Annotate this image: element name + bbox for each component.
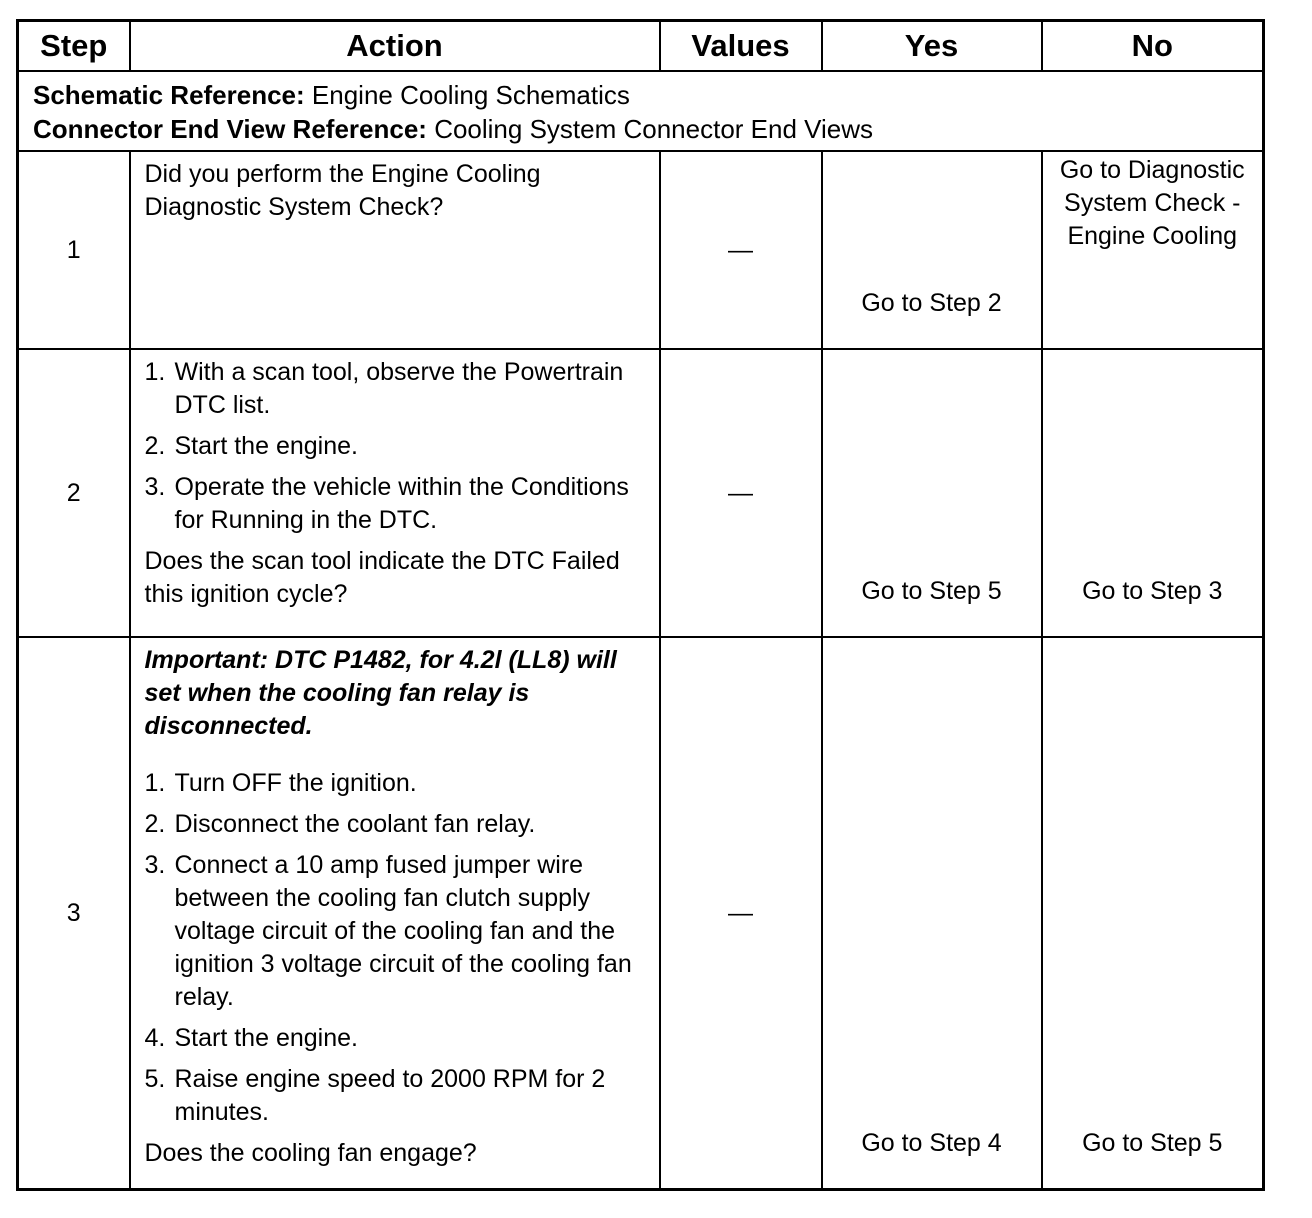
list-item-number: 2.	[144, 810, 166, 838]
list-item-text: Connect a 10 amp fused jumper wire between the cooling fan clutch supply voltage circuit of the cooling fan and the ignition 3 voltage circuit of the cooling fan relay.	[174, 851, 632, 1011]
header-yes: Yes	[822, 21, 1042, 72]
connector-reference-value: Cooling System Connector End Views	[434, 114, 874, 144]
action-list	[145, 356, 645, 537]
no-cell: Go to Diagnostic System Check - Engine Cooling	[1042, 151, 1264, 349]
header-no: No	[1042, 21, 1264, 72]
action-cell	[130, 349, 660, 637]
no-cell: Go to Step 5	[1042, 637, 1264, 1190]
list-item	[145, 1063, 645, 1129]
schematic-reference-value: Engine Cooling Schematics	[311, 80, 630, 110]
action-list	[145, 767, 645, 1129]
step-number: 2	[18, 349, 130, 637]
action-question: Does the cooling fan engage?	[144, 1139, 477, 1167]
list-item-text: Raise engine speed to 2000 RPM for 2 minutes.	[174, 1065, 606, 1126]
step-row-2	[18, 349, 1264, 637]
diagnostic-table	[16, 19, 1265, 1191]
connector-reference-label: Connector End View Reference:	[33, 114, 427, 144]
yes-cell: Go to Step 5	[822, 349, 1042, 637]
value-dash: —	[728, 235, 753, 264]
header-row	[18, 21, 1264, 72]
step-number: 3	[18, 637, 130, 1190]
list-item-number: 1.	[144, 358, 166, 386]
value-dash: —	[728, 478, 753, 507]
action-question: Does the scan tool indicate the DTC Failed this ignition cycle?	[144, 547, 620, 608]
list-item	[145, 767, 645, 800]
list-item-text: Start the engine.	[174, 1024, 358, 1052]
list-item-text: Disconnect the coolant fan relay.	[174, 810, 536, 838]
step-number: 1	[18, 151, 130, 349]
list-item	[145, 356, 645, 422]
list-item	[145, 430, 645, 463]
yes-cell: Go to Step 2	[822, 151, 1042, 349]
action-cell	[130, 637, 660, 1190]
list-item-text: With a scan tool, observe the Powertrain DTC list.	[174, 358, 624, 419]
list-item-text: Turn OFF the ignition.	[174, 769, 417, 797]
header-step: Step	[18, 21, 130, 72]
no-cell: Go to Step 3	[1042, 349, 1264, 637]
connector-reference	[33, 112, 1248, 146]
list-item-number: 5.	[144, 1065, 166, 1093]
header-action: Action	[130, 21, 660, 72]
list-item-text: Start the engine.	[174, 432, 358, 460]
step-row-1	[18, 151, 1264, 349]
schematic-reference-label: Schematic Reference:	[33, 80, 305, 110]
values-cell	[660, 151, 822, 349]
list-item	[145, 808, 645, 841]
list-item-text: Operate the vehicle within the Conditions for Running in the DTC.	[174, 473, 629, 534]
values-cell	[660, 349, 822, 637]
value-dash: —	[728, 898, 753, 927]
list-item-number: 3.	[144, 473, 166, 501]
action-cell	[130, 151, 660, 349]
reference-row	[18, 71, 1264, 151]
header-values: Values	[660, 21, 822, 72]
yes-cell: Go to Step 4	[822, 637, 1042, 1190]
list-item-number: 3.	[144, 851, 166, 879]
list-item-number: 1.	[144, 769, 166, 797]
schematic-reference	[33, 78, 1248, 112]
action-question: Did you perform the Engine Cooling Diagnostic System Check?	[144, 160, 541, 221]
list-item	[145, 471, 645, 537]
important-note: Important: DTC P1482, for 4.2l (LL8) will set when the cooling fan relay is disconnected.	[144, 646, 617, 740]
list-item-number: 4.	[144, 1024, 166, 1052]
list-item	[145, 1022, 645, 1055]
values-cell	[660, 637, 822, 1190]
list-item	[145, 849, 645, 1014]
list-item-number: 2.	[144, 432, 166, 460]
step-row-3	[18, 637, 1264, 1190]
reference-cell	[18, 71, 1264, 151]
